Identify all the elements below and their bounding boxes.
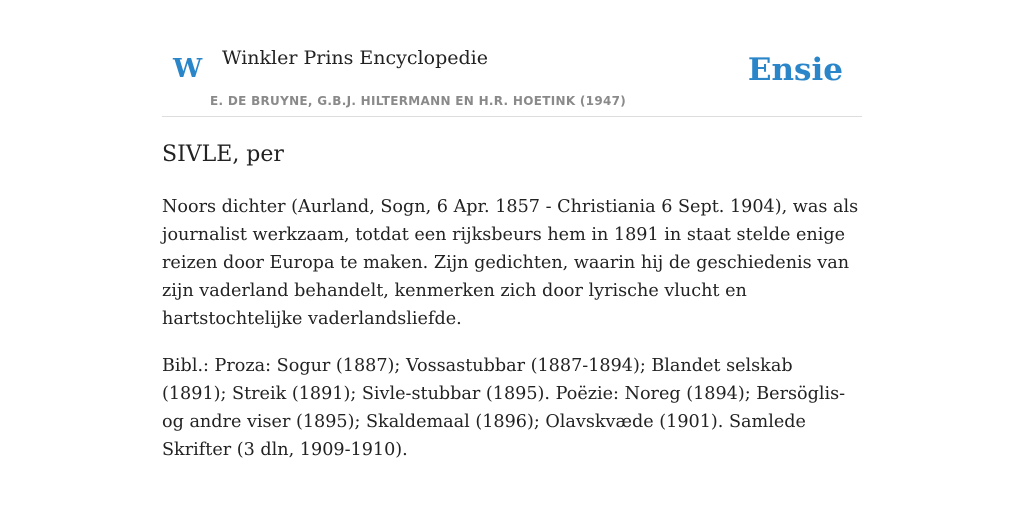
article-paragraph-description: Noors dichter (Aurland, Sogn, 6 Apr. 1857 - Christiania 6 Sept. 1904), was als journalist werkzaam, totdat een rijksbeurs hem in 1891 in staat stelde enige reizen door Europa te maken. Zijn gedichten, waarin hij de geschiedenis van zijn vaderland behandelt, kenmerken zich door lyrische vlucht en hartstochtelijke vaderlandsliefde. bbox=[162, 197, 859, 329]
article bbox=[162, 139, 862, 464]
site-title[interactable]: Winkler Prins Encyclopedie bbox=[222, 47, 488, 69]
entry-title: SIVLE, per bbox=[162, 142, 284, 167]
site-subtitle: E. DE BRUYNE, G.B.J. HILTERMANN EN H.R. HOETINK (1947) bbox=[210, 94, 627, 108]
brand-logo[interactable]: Ensie bbox=[747, 52, 843, 88]
article-paragraph-bibliography: Bibl.: Proza: Sogur (1887); Vossastubbar (1887-1894); Blandet selskab (1891); Streik (1891); Sivle-stubbar (1895). Poëzie: Noreg (1894); Bersöglis- og andre viser (1895); Skaldemaal (1896); Olavskvæde (1901). Samlede Skrifter (3 dln, 1909-1910). bbox=[162, 356, 846, 460]
site-header bbox=[162, 0, 862, 117]
logo-w-icon[interactable]: W bbox=[173, 54, 203, 84]
